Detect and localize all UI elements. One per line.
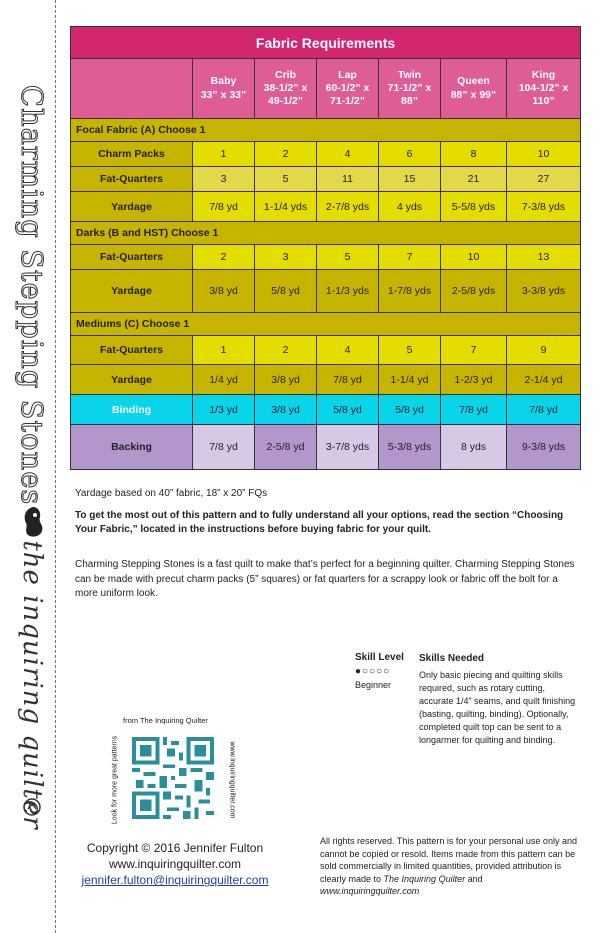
section-darks: Darks (B and HST) Choose 1 — [71, 222, 581, 245]
read-section-note: To get the most out of this pattern and to fully understand all your options, read the section “Choosing Your Fabric,” located in the instructions before buying fabric for your quilt. — [75, 510, 564, 535]
table-row: Fat-Quarters 2 3 5 7 10 13 — [71, 245, 581, 270]
table-row: Fat-Quarters 1 2 4 5 7 9 — [71, 336, 581, 365]
skills-needed-text: Only basic piecing and quilting skills required, such as rotary cutting, accurate 1/4” seams, and quilt finishing (basting, quilting, binding). Optionally, completed quilt top can be sent to a longarmer for quilting and binding. — [419, 669, 576, 745]
table-row: Yardage 3/8 yd 5/8 yd 1-1/3 yds 1-7/8 yds 2-5/8 yds 3-3/8 yds — [71, 270, 581, 313]
qr-from-text: from The Inquiring Quilter — [123, 716, 208, 725]
skills-needed-block — [419, 652, 577, 747]
table-header-row — [71, 59, 581, 119]
copyright-text: Copyright © 2016 Jennifer Fulton — [86, 841, 264, 855]
section-mediums: Mediums (C) Choose 1 — [71, 313, 581, 336]
section-focal: Focal Fabric (A) Choose 1 — [71, 119, 581, 142]
fabric-requirements-table — [70, 26, 581, 470]
qr-left-text: Look for more great patterns — [111, 735, 119, 825]
table-row: Backing 7/8 yd 2-5/8 yd 3-7/8 yds 5-3/8 yds 8 yds 9-3/8 yds — [71, 425, 581, 470]
email-link[interactable]: jennifer.fulton@inquiringquilter.com — [81, 873, 269, 888]
skill-level-heading: Skill Level — [355, 652, 404, 663]
table-title: Fabric Requirements — [71, 27, 581, 59]
cut-line — [55, 0, 56, 933]
table-row: Binding 1/3 yd 3/8 yd 5/8 yd 5/8 yd 7/8 yd 7/8 yd — [71, 395, 581, 425]
skills-needed-heading: Skills Needed — [419, 653, 485, 664]
yardage-note: Yardage based on 40” fabric, 18” x 20” FQs — [75, 488, 268, 499]
table-row: Fat-Quarters 3 5 11 15 21 27 — [71, 167, 581, 192]
table-row: Charm Packs 1 2 4 6 8 10 — [71, 142, 581, 167]
skill-level-value: Beginner — [355, 680, 392, 690]
table-row: Yardage 7/8 yd 1-1/4 yds 2-7/8 yds 4 yds 5-5/8 yds 7-3/8 yds — [71, 192, 581, 222]
skill-dots: ●○○○○ — [355, 666, 391, 677]
col-king: King 104-1/2” x 110” — [507, 59, 581, 119]
qr-code-icon[interactable] — [132, 737, 214, 819]
col-crib: Crib 38-1/2” x 49-1/2” — [255, 59, 317, 119]
quilter-logo-icon — [20, 505, 46, 539]
table-row: Yardage 1/4 yd 3/8 yd 7/8 yd 1-1/4 yd 1-2/3 yd 2-1/4 yd — [71, 365, 581, 395]
qr-right-text: www.inquiringquilter.com — [228, 741, 236, 819]
rights-notice: All rights reserved. This pattern is for your personal use only and cannot be copied or resold. Items made from this pattern can be sold commercially in limited quantities, provided attribution is clearly made to The Inquiring Quilter and www.inquiringquilter.com — [320, 836, 577, 897]
intro-paragraph: Charming Stepping Stones is a fast quilt to make that’s perfect for a beginning quilter. Charming Stepping Stones can be made with precut charm packs (5” squares) or fat quarters for a scrappy look or fabric off the bolt for a more uniform look. — [75, 559, 575, 599]
quilter-mark-icon — [22, 797, 42, 817]
skill-level-block — [355, 652, 404, 690]
side-title: Charming Stepping Stones — [15, 84, 49, 506]
col-twin: Twin 71-1/2” x 88” — [379, 59, 441, 119]
col-queen: Queen 88” x 99” — [441, 59, 507, 119]
col-lap: Lap 60-1/2” x 71-1/2” — [317, 59, 379, 119]
header-blank — [71, 59, 193, 119]
website-link[interactable]: www.inquiringquilter.com — [108, 857, 242, 872]
col-baby: Baby 33” x 33” — [193, 59, 255, 119]
copyright-block — [70, 840, 280, 889]
side-brand: the inquiring quilter — [17, 540, 47, 830]
